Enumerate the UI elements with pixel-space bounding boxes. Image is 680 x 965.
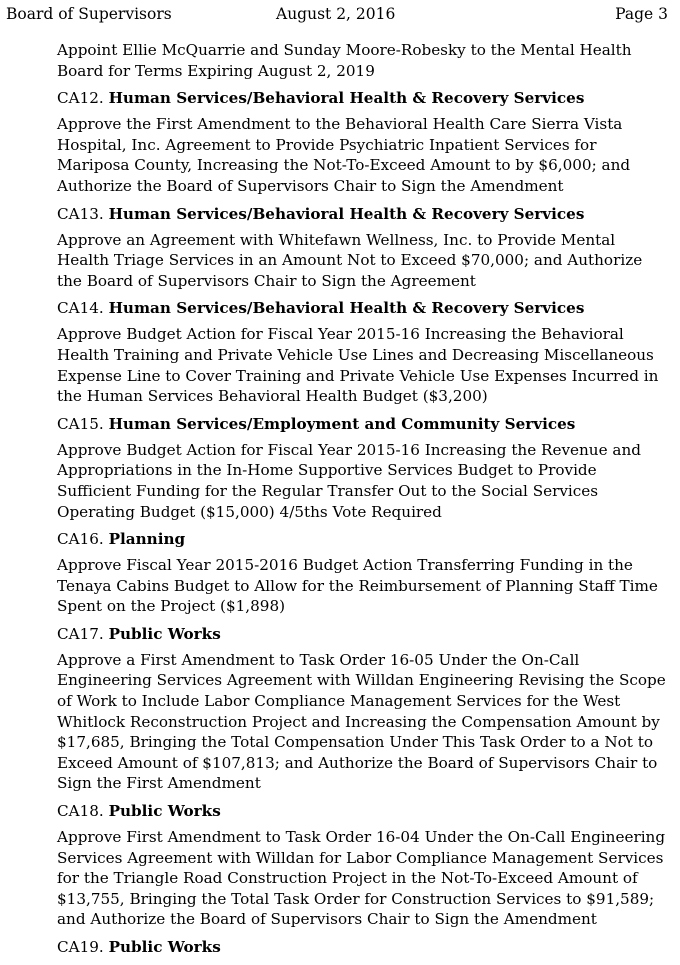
item-code: CA19.: [57, 938, 104, 956]
item-department: Human Services/Employment and Community Services: [108, 414, 576, 433]
item-description: Approve Budget Action for Fiscal Year 2015-16 Increasing the Revenue and Appropriations in the In-Home Supportive Services Budget to Provide Sufficient Funding for the Regular Transfer Out to the Social Services Operating Budget ($15,000) 4/5ths Vote Required: [57, 440, 641, 521]
agenda-item-ca18: [57, 801, 667, 930]
item-heading: [57, 937, 667, 958]
agenda-item-ca13: [57, 204, 667, 292]
item-department: Human Services/Behavioral Health & Recovery Services: [108, 204, 585, 223]
item-heading: [57, 88, 667, 109]
page-header: [6, 4, 668, 24]
item-department: Human Services/Behavioral Health & Recovery Services: [108, 299, 585, 318]
header-page-number: Page 3: [615, 5, 668, 23]
header-date: August 2, 2016: [276, 5, 396, 23]
item-code: CA17.: [57, 624, 104, 643]
item-department: Human Services/Behavioral Health & Recovery Services: [108, 89, 585, 108]
item-heading: [57, 801, 667, 822]
item-code: CA18.: [57, 802, 104, 821]
item-code: CA15.: [57, 414, 104, 433]
item-department: Planning: [108, 530, 186, 549]
item-code: CA12.: [57, 89, 104, 108]
header-board-name: Board of Supervisors: [6, 5, 172, 23]
item-code: CA16.: [57, 530, 104, 549]
item-heading: [57, 529, 667, 550]
item-description: Approve an Agreement with Whitefawn Wellness, Inc. to Provide Mental Health Triage Services in an Amount Not to Exceed $70,000; and Authorize the Board of Supervisors Chair to Sign the Agreement: [57, 230, 643, 290]
agenda-item-ca16: [57, 529, 667, 617]
item-description: Approve a First Amendment to Task Order 16-05 Under the On-Call Engineering Services Agreement with Willdan Engineering Revising the Scope of Work to Include Labor Compliance Management Services for the West Whitlock Reconstruction Project and Increasing the Compensation Amount by $17,685, Bringing the Total Compensation Under This Task Order to a Not to Exceed Amount of $107,813; and Authorize the Board of Supervisors Chair to Sign the First Amendment: [57, 650, 666, 793]
item-code: CA13.: [57, 204, 104, 223]
item-heading: [57, 414, 667, 435]
item-code: CA14.: [57, 299, 104, 318]
agenda-item-ca19: [57, 937, 667, 958]
item-description: Approve Fiscal Year 2015-2016 Budget Action Transferring Funding in the Tenaya Cabins Budget to Allow for the Reimbursement of Planning Staff Time Spent on the Project ($1,898): [57, 556, 658, 616]
item-description: Approve First Amendment to Task Order 16-04 Under the On-Call Engineering Services Agreement with Willdan for Labor Compliance Management Services for the Triangle Road Construction Project in the Not-To-Exceed Amount of $13,755, Bringing the Total Task Order for Construction Services to $91,589; and Authorize the Board of Supervisors Chair to Sign the Amendment: [57, 828, 666, 929]
agenda-item-ca14: [57, 298, 667, 406]
agenda-content: [57, 40, 667, 965]
item-department: Public Works: [108, 938, 221, 956]
agenda-item-ca15: [57, 414, 667, 522]
item-department: Public Works: [108, 802, 221, 821]
item-heading: [57, 624, 667, 645]
item-description: Approve Budget Action for Fiscal Year 2015-16 Increasing the Behavioral Health Training and Private Vehicle Use Lines and Decreasing Miscellaneous Expense Line to Cover Training and Private Vehicle Use Expenses Incurred in the Human Services Behavioral Health Budget ($3,200): [57, 325, 659, 406]
agenda-item-ca17: [57, 624, 667, 794]
item-heading: [57, 298, 667, 319]
item-heading: [57, 204, 667, 225]
item-department: Public Works: [108, 624, 221, 643]
intro-paragraph: Appoint Ellie McQuarrie and Sunday Moore-Robesky to the Mental Health Board for Terms Expiring August 2, 2019: [57, 41, 632, 80]
item-description: Approve the First Amendment to the Behavioral Health Care Sierra Vista Hospital, Inc. Agreement to Provide Psychiatric Inpatient Services for Mariposa County, Increasing the Not-To-Exceed Amount to by $6,000; and Authorize the Board of Supervisors Chair to Sign the Amendment: [57, 115, 631, 195]
agenda-item-ca12: [57, 88, 667, 196]
